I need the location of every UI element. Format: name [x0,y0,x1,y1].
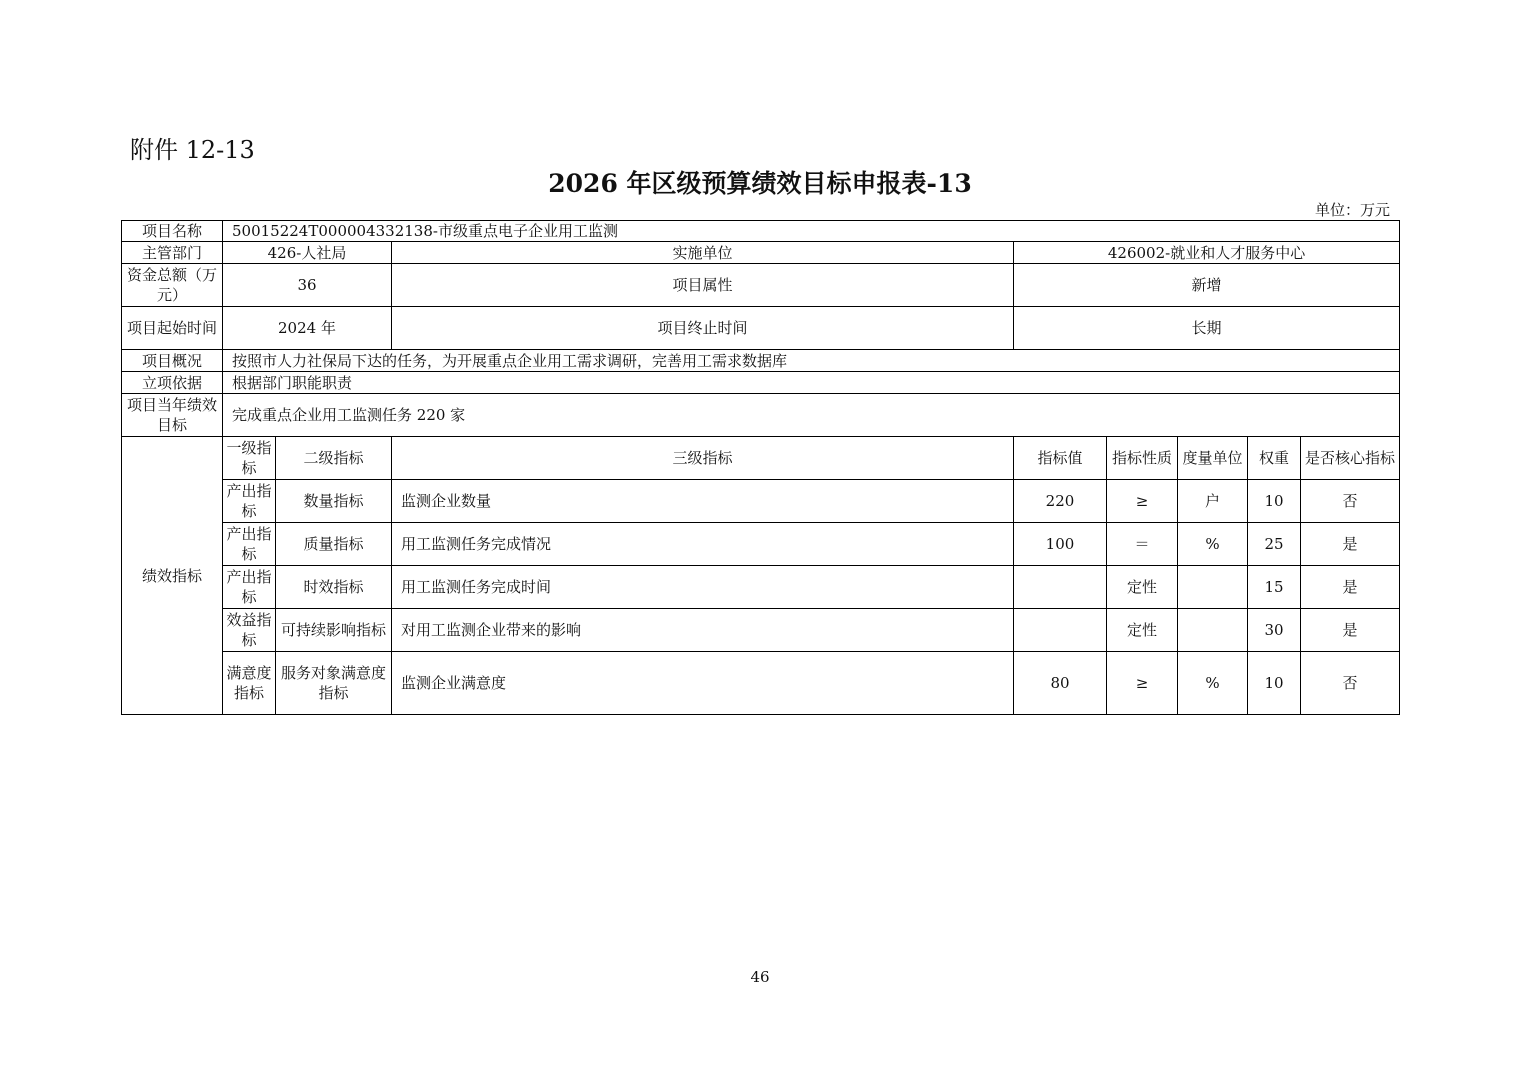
attribute-value: 新增 [1014,264,1400,307]
value-cell [1014,566,1107,609]
level2-cell: 数量指标 [276,480,392,523]
unit-cell [1178,566,1248,609]
level2-cell: 时效指标 [276,566,392,609]
header-value: 指标值 [1014,437,1107,480]
row-dates [122,307,1400,350]
project-name-value: 50015224T000004332138-市级重点电子企业用工监测 [223,221,1400,242]
department-value: 426-人社局 [223,242,392,264]
weight-cell: 15 [1248,566,1301,609]
row-project-name [122,221,1400,242]
header-level3: 三级指标 [392,437,1014,480]
indicators-section-label: 绩效指标 [122,437,223,715]
header-unit: 度量单位 [1178,437,1248,480]
level2-cell: 服务对象满意度指标 [276,652,392,715]
level1-cell: 产出指标 [223,480,276,523]
unit-cell: 户 [1178,480,1248,523]
row-overview [122,350,1400,372]
level2-cell: 可持续影响指标 [276,609,392,652]
level1-cell: 产出指标 [223,523,276,566]
level3-cell: 监测企业数量 [392,480,1014,523]
row-goal [122,394,1400,437]
attachment-label: 附件 12-13 [130,136,255,164]
indicator-row [122,480,1400,523]
indicator-row [122,523,1400,566]
end-label: 项目终止时间 [392,307,1014,350]
level1-cell: 产出指标 [223,566,276,609]
level3-cell: 对用工监测企业带来的影响 [392,609,1014,652]
value-cell: 100 [1014,523,1107,566]
start-value: 2024 年 [223,307,392,350]
header-nature: 指标性质 [1107,437,1178,480]
header-core: 是否核心指标 [1301,437,1400,480]
value-cell [1014,609,1107,652]
basis-value: 根据部门职能职责 [223,372,1400,394]
unit-cell: % [1178,523,1248,566]
nature-cell: 定性 [1107,609,1178,652]
weight-cell: 10 [1248,652,1301,715]
impl-unit-label: 实施单位 [392,242,1014,264]
attribute-label: 项目属性 [392,264,1014,307]
unit-note: 单位：万元 [1314,201,1390,219]
level1-cell: 效益指标 [223,609,276,652]
level3-cell: 用工监测任务完成情况 [392,523,1014,566]
funds-value: 36 [223,264,392,307]
unit-cell: % [1178,652,1248,715]
nature-cell: 定性 [1107,566,1178,609]
nature-cell: ≥ [1107,480,1178,523]
performance-target-table [121,220,1400,715]
level3-cell: 监测企业满意度 [392,652,1014,715]
indicator-row [122,652,1400,715]
row-basis [122,372,1400,394]
unit-cell [1178,609,1248,652]
row-funds [122,264,1400,307]
level1-cell: 满意度指标 [223,652,276,715]
weight-cell: 10 [1248,480,1301,523]
nature-cell: ≥ [1107,652,1178,715]
weight-cell: 30 [1248,609,1301,652]
start-label: 项目起始时间 [122,307,223,350]
indicator-row [122,566,1400,609]
level2-cell: 质量指标 [276,523,392,566]
goal-value: 完成重点企业用工监测任务 220 家 [223,394,1400,437]
value-cell: 80 [1014,652,1107,715]
core-cell: 是 [1301,523,1400,566]
core-cell: 是 [1301,609,1400,652]
core-cell: 否 [1301,652,1400,715]
indicator-header-row [122,437,1400,480]
core-cell: 是 [1301,566,1400,609]
row-department [122,242,1400,264]
overview-label: 项目概况 [122,350,223,372]
overview-value: 按照市人力社保局下达的任务，为开展重点企业用工需求调研，完善用工需求数据库 [223,350,1400,372]
page-title: 2026 年区级预算绩效目标申报表-13 [548,169,972,198]
level3-cell: 用工监测任务完成时间 [392,566,1014,609]
impl-unit-value: 426002-就业和人才服务中心 [1014,242,1400,264]
indicator-row [122,609,1400,652]
project-name-label: 项目名称 [122,221,223,242]
nature-cell: ＝ [1107,523,1178,566]
header-level2: 二级指标 [276,437,392,480]
page-number: 46 [750,968,770,986]
goal-label: 项目当年绩效目标 [122,394,223,437]
value-cell: 220 [1014,480,1107,523]
department-label: 主管部门 [122,242,223,264]
header-weight: 权重 [1248,437,1301,480]
header-level1: 一级指标 [223,437,276,480]
end-value: 长期 [1014,307,1400,350]
basis-label: 立项依据 [122,372,223,394]
core-cell: 否 [1301,480,1400,523]
weight-cell: 25 [1248,523,1301,566]
funds-label: 资金总额（万元） [122,264,223,307]
